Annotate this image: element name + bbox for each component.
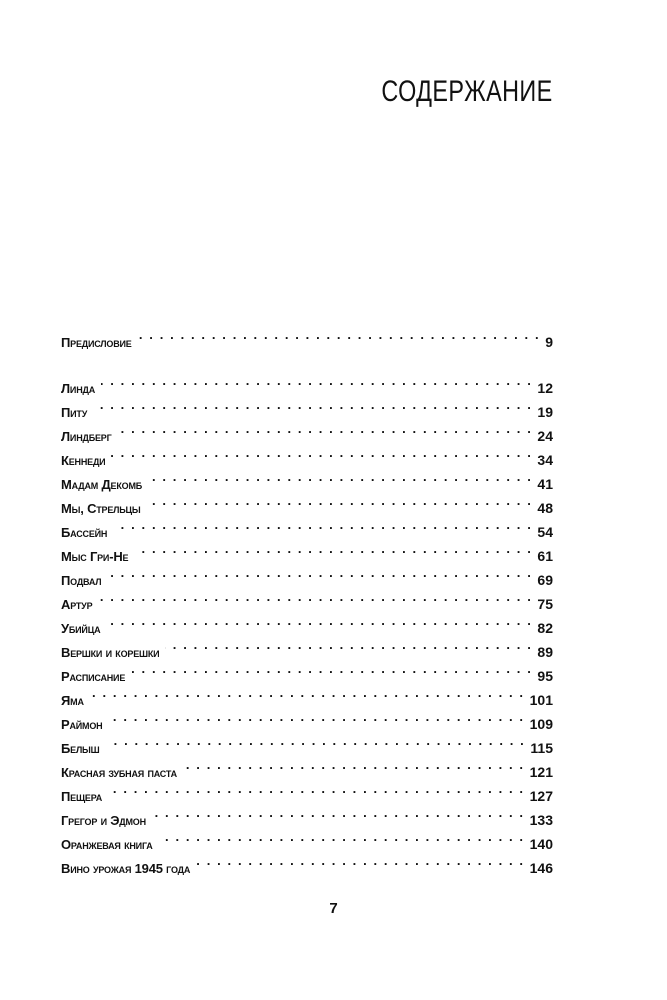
page-number: 7 — [329, 900, 338, 917]
toc-entry — [61, 369, 553, 396]
toc-entry-title: Мадам Декомб — [61, 477, 143, 492]
toc-entry-page: 24 — [537, 428, 553, 444]
toc-entry-page: 101 — [529, 692, 553, 708]
toc-entry-page: 41 — [537, 476, 553, 492]
toc-entry-title: Красная зубная паста — [61, 765, 177, 780]
toc-entry-page: 61 — [537, 548, 553, 564]
toc-entry — [61, 705, 553, 732]
toc-entry-title: Подвал — [61, 573, 102, 588]
page-title: СОДЕРЖАНИЕ — [381, 75, 553, 108]
toc-entry — [61, 729, 553, 756]
toc-entry-page: 34 — [537, 452, 553, 468]
toc-entry-page: 89 — [537, 644, 553, 660]
toc-entry-page: 75 — [537, 596, 553, 612]
toc-entry-page: 121 — [529, 764, 553, 780]
toc-entry-title: Оранжевая книга — [61, 837, 153, 852]
toc-entry — [61, 681, 553, 708]
toc-entry-title: Раймон — [61, 717, 103, 732]
toc-entry-title: Линда — [61, 381, 96, 396]
toc-entry-page: 69 — [537, 572, 553, 588]
toc-entry-page: 140 — [529, 836, 553, 852]
toc-entry-title: Бассейн — [61, 525, 108, 540]
toc-entry-title: Белыш — [61, 741, 100, 756]
toc-entry — [61, 561, 553, 588]
toc-dot-leader — [101, 369, 532, 393]
toc-entry-page: 109 — [529, 716, 553, 732]
toc-entry-title: Пещера — [61, 789, 103, 804]
toc-dot-leader — [131, 657, 532, 681]
toc-dot-leader — [98, 585, 532, 609]
toc-dot-leader — [183, 753, 525, 777]
toc-entry — [61, 657, 553, 684]
toc-entry — [61, 323, 553, 350]
toc-dot-leader — [165, 633, 532, 657]
toc-entry — [61, 633, 553, 660]
toc-dot-leader — [196, 849, 524, 873]
toc-entry-title: Мы, Стрельцы — [61, 501, 141, 516]
toc-dot-leader — [93, 393, 532, 417]
table-of-contents — [61, 323, 553, 876]
toc-dot-leader — [148, 465, 532, 489]
toc-dot-leader — [107, 561, 532, 585]
toc-entry — [61, 393, 553, 420]
toc-entry — [61, 609, 553, 636]
toc-entry-title: Вино урожая 1945 года — [61, 861, 191, 876]
toc-entry — [61, 801, 553, 828]
toc-entry-page: 115 — [530, 740, 553, 756]
toc-dot-leader — [108, 705, 524, 729]
toc-entry-title: Линдберг — [61, 429, 112, 444]
toc-dot-leader — [117, 417, 532, 441]
toc-dot-leader — [111, 441, 532, 465]
toc-dot-leader — [134, 537, 532, 561]
toc-dot-leader — [147, 489, 533, 513]
toc-entry-title: Яма — [61, 693, 84, 708]
toc-entry-page: 54 — [537, 524, 553, 540]
toc-dot-leader — [159, 825, 525, 849]
toc-entry — [61, 585, 553, 612]
toc-dot-leader — [108, 777, 525, 801]
toc-entry — [61, 753, 553, 780]
toc-entry — [61, 777, 553, 804]
toc-dot-leader — [152, 801, 525, 825]
toc-entry — [61, 537, 553, 564]
toc-entry — [61, 465, 553, 492]
toc-dot-leader — [106, 609, 532, 633]
toc-entry-title: Питу — [61, 405, 88, 420]
toc-entry-page: 146 — [529, 860, 553, 876]
toc-entry-page: 127 — [529, 788, 553, 804]
toc-entry — [61, 441, 553, 468]
toc-entry-page: 95 — [537, 668, 553, 684]
toc-entry-title: Кеннеди — [61, 453, 106, 468]
toc-entry-page: 12 — [537, 380, 553, 396]
toc-entry-title: Мыс Гри-Не — [61, 549, 129, 564]
toc-dot-leader — [106, 729, 526, 753]
toc-entry-page: 9 — [545, 334, 553, 350]
toc-entry-title: Грегор и Эдмон — [61, 813, 146, 828]
toc-entry-title: Артур — [61, 597, 93, 612]
toc-entry — [61, 417, 553, 444]
toc-dot-leader — [113, 513, 532, 537]
toc-entry — [61, 513, 553, 540]
toc-dot-leader — [90, 681, 525, 705]
toc-entry-page: 48 — [537, 500, 553, 516]
toc-entry-title: Убийца — [61, 621, 101, 636]
toc-entry-page: 82 — [537, 620, 553, 636]
toc-entry-title: Вершки и корешки — [61, 645, 160, 660]
toc-dot-leader — [138, 323, 541, 347]
toc-entry-page: 19 — [537, 404, 553, 420]
toc-entry-title: Предисловие — [61, 335, 132, 350]
toc-entry-page: 133 — [529, 812, 553, 828]
toc-entry-title: Расписание — [61, 669, 126, 684]
